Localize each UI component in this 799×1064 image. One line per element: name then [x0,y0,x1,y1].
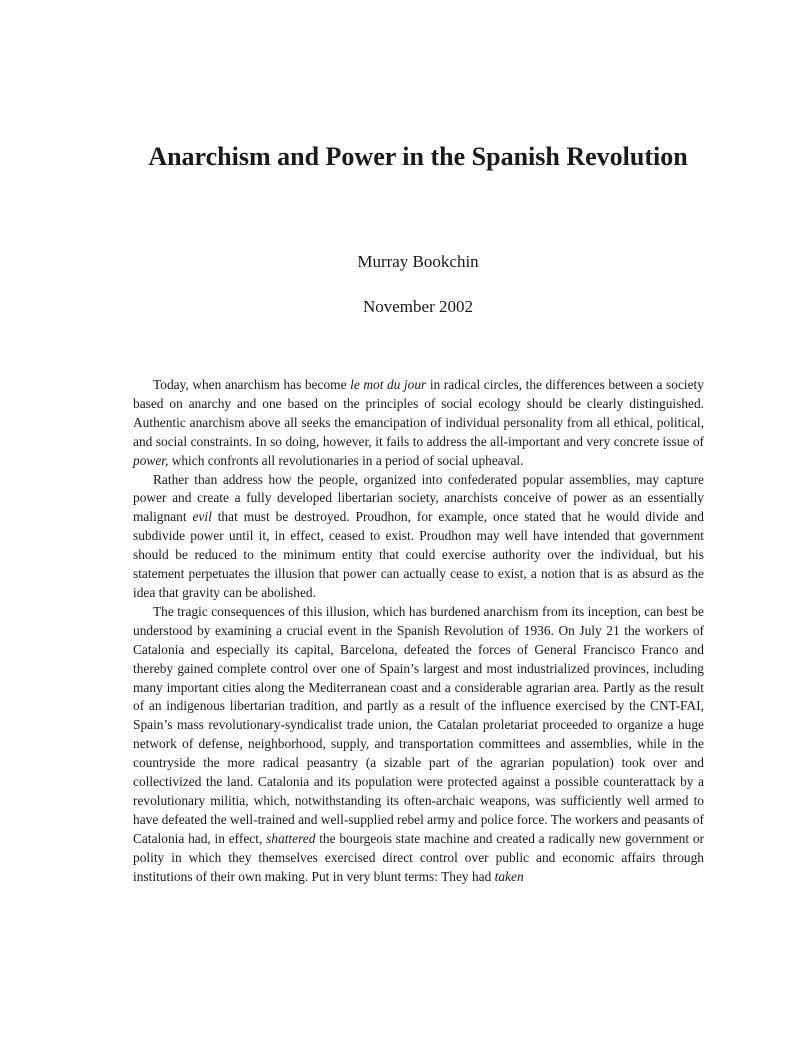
paragraph-text: which confronts all revolutionaries in a period of social upheaval. [168,452,524,468]
italic-text: taken [494,868,524,884]
body-paragraph [133,376,704,471]
paragraph-text: the bourgeois state machine and created a radically new government or polity in which they themselves exercised direct control over public and economic affairs through institutions of their own making. Put in very blunt terms: They had [133,830,704,884]
body-paragraph [133,603,704,887]
paragraph-text: Rather than address how the people, organized into confederated popular assemblies, may capture power and create a fully developed libertarian society, anarchists conceive of power as an essentially malignant [133,471,704,525]
paragraph-text: in radical circles, the differences between a society based on anarchy and one based on the principles of social ecology should be clearly distinguished. Authentic anarchism above all seeks the emancipation of individual personality from all ethical, political, and social constraints. In so doing, however, it fails to address the all-important and very concrete issue of [133,377,704,449]
italic-text: power, [133,452,169,468]
document-title: Anarchism and Power in the Spanish Revolution [148,142,688,171]
italic-text: shattered [266,830,316,846]
paragraph-text: Today, when anarchism has become [153,377,351,392]
italic-text: evil [192,509,212,525]
italic-text: le mot du jour [350,377,427,392]
body-paragraph [133,471,704,603]
paragraph-text: that must be destroyed. Proudhon, for example, once stated that he would divide and subdivide power until it, in effect, ceased to exist. Proudhon may well have intended that government should be reduced to the minimum entity that could exercise authority over the individual, but his statement perpetuates the illusion that power can actually cease to exist, a notion that is as absurd as the idea that gravity can be abolished. [133,509,704,600]
publication-date: November 2002 [362,297,473,316]
paragraph-text: The tragic consequences of this illusion, which has burdened anarchism from its inception, can best be understood by examining a crucial event in the Spanish Revolution of 1936. On July 21 the workers of Catalonia and especially its capital, Barcelona, defeated the forces of General Francisco Franco and thereby gained complete control over one of Spain’s largest and most industrialized provinces, including many important cities along the Mediterranean coast and a considerable agrarian area. Partly as the result of an indigenous libertarian tradition, and partly as a result of the influence exercised by the CNT-FAI, Spain’s mass revolutionary-syndicalist trade union, the Catalan proletariat proceeded to organize a huge network of defense, neighborhood, supply, and transportation committees and assemblies, while in the countryside the more radical peasantry (a sizable part of the agrarian population) took over and collectivized the land. Catalonia and its population were protected against a possible counterattack by a revolutionary militia, which, notwithstanding its often-archaic weapons, was sufficiently well armed to have defeated the well-trained and well-supplied rebel army and police force. The workers and peasants of Catalonia had, in effect, [133,603,704,846]
body-text [133,376,704,886]
author-name: Murray Bookchin [357,252,479,271]
